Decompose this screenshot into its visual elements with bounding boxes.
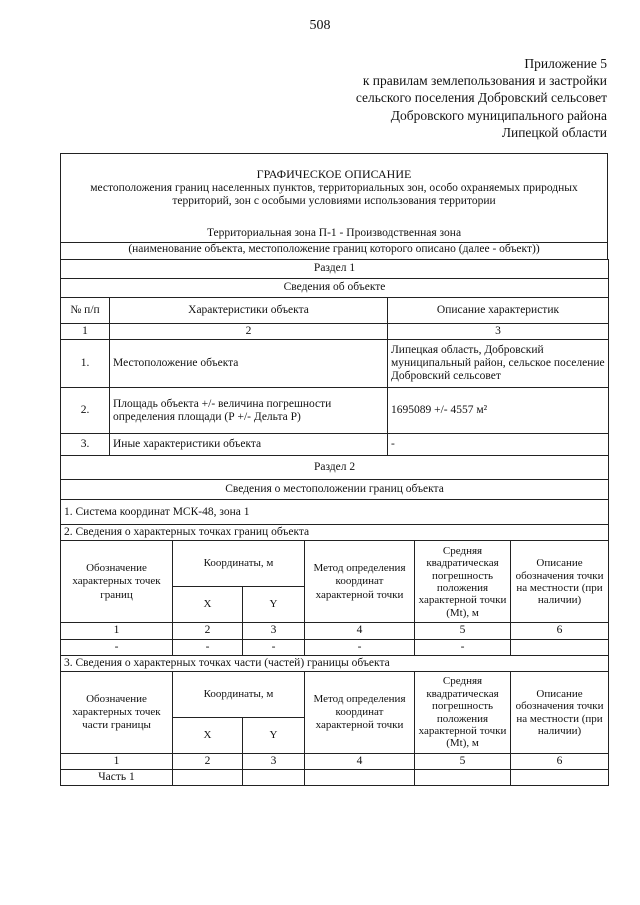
col-number: 3 [243, 623, 305, 639]
appendix-line: сельского поселения Добровский сельсовет [355, 90, 607, 106]
header-x: X [173, 587, 243, 623]
col-number: 4 [305, 754, 415, 770]
cell-value: - [61, 639, 173, 655]
col-number: 5 [415, 623, 511, 639]
section1-heading: Сведения об объекте [61, 279, 609, 298]
col-number: 2 [173, 623, 243, 639]
header-coordinates: Координаты, м [173, 541, 305, 587]
col-number: 5 [415, 754, 511, 770]
col-header-number: № п/п [61, 298, 110, 324]
row-number: 1. [61, 340, 110, 388]
table-row [61, 770, 609, 786]
cell-value [173, 770, 243, 786]
appendix-line: Липецкой области [501, 124, 607, 140]
title-cell [61, 154, 608, 213]
header-coordinates: Координаты, м [173, 672, 305, 718]
cell-value: - [243, 639, 305, 655]
row-description: 1695089 +/- 4557 м² [388, 388, 609, 434]
section1-label: Раздел 1 [61, 260, 609, 279]
section2-heading: Сведения о местоположении границ объекта [61, 480, 609, 500]
row-characteristic: Иные характеристики объекта [110, 434, 388, 456]
col-header-characteristic: Характеристики объекта [110, 298, 388, 324]
cell-value: - [415, 639, 511, 655]
cell-value [511, 639, 609, 655]
document-subtitle: местоположения границ населенных пунктов, территориальных зон, особо охраняемых природных территорий, зон с особыми условиями использования территории [90, 182, 578, 208]
page-number: 508 [309, 18, 331, 33]
table-row [61, 388, 609, 434]
appendix-line: Добровского муниципального района [390, 107, 607, 123]
header-point-description: Описание обозначения точки на местности (при наличии) [511, 672, 609, 754]
header-error: Средняя квадратическая погрешность положения характерной точки (Mt), м [415, 672, 511, 754]
row-characteristic: Местоположение объекта [110, 340, 388, 388]
header-point-description: Описание обозначения точки на местности (при наличии) [511, 541, 609, 623]
col-number: 1 [61, 623, 173, 639]
cell-value: - [305, 639, 415, 655]
col-number: 6 [511, 623, 609, 639]
row-description: - [388, 434, 609, 456]
header-method: Метод определения координат характерной точки [305, 672, 415, 754]
cell-value [511, 770, 609, 786]
row-description: Липецкая область, Добровский муниципальный район, сельское поселение Добровский сельсовет [388, 340, 609, 388]
col-number: 1 [61, 754, 173, 770]
table-row [61, 340, 609, 388]
row-number: 2. [61, 388, 110, 434]
section1-table [60, 259, 609, 456]
section2-table [60, 455, 609, 786]
appendix-header [356, 55, 607, 141]
coordinate-system: 1. Система координат МСК-48, зона 1 [61, 500, 609, 525]
header-designation: Обозначение характерных точек границ [61, 541, 173, 623]
header-x: X [173, 718, 243, 754]
cell-value: - [173, 639, 243, 655]
col-number: 3 [243, 754, 305, 770]
header-y: Y [243, 718, 305, 754]
zone-name: Территориальная зона П-1 - Производственная зона [61, 213, 608, 243]
row-number: 3. [61, 434, 110, 456]
row-characteristic: Площадь объекта +/- величина погрешности определения площади (Р +/- Дельта Р) [110, 388, 388, 434]
col-header-description: Описание характеристик [388, 298, 609, 324]
table-row [61, 434, 609, 456]
document-frame [60, 153, 608, 786]
section2-label: Раздел 2 [61, 456, 609, 480]
title-block [60, 153, 608, 260]
header-method: Метод определения координат характерной точки [305, 541, 415, 623]
table-row [61, 639, 609, 655]
appendix-line: к правилам землепользования и застройки [362, 73, 607, 89]
col-number: 1 [61, 324, 110, 340]
part-label: Часть 1 [61, 770, 173, 786]
document-title: ГРАФИЧЕСКОЕ ОПИСАНИЕ [256, 167, 412, 181]
col-number: 3 [388, 324, 609, 340]
col-number: 2 [110, 324, 388, 340]
col-number: 2 [173, 754, 243, 770]
col-number: 4 [305, 623, 415, 639]
appendix-line: Приложение 5 [524, 56, 607, 71]
header-designation: Обозначение характерных точек части границы [61, 672, 173, 754]
header-error: Средняя квадратическая погрешность положения характерной точки (Mt), м [415, 541, 511, 623]
zone-note: (наименование объекта, местоположение границ которого описано (далее - объект)) [61, 242, 608, 259]
cell-value [415, 770, 511, 786]
cell-value [243, 770, 305, 786]
points-heading: 2. Сведения о характерных точках границ объекта [61, 525, 609, 541]
header-y: Y [243, 587, 305, 623]
parts-heading: 3. Сведения о характерных точках части (частей) границы объекта [61, 655, 609, 671]
cell-value [305, 770, 415, 786]
col-number: 6 [511, 754, 609, 770]
